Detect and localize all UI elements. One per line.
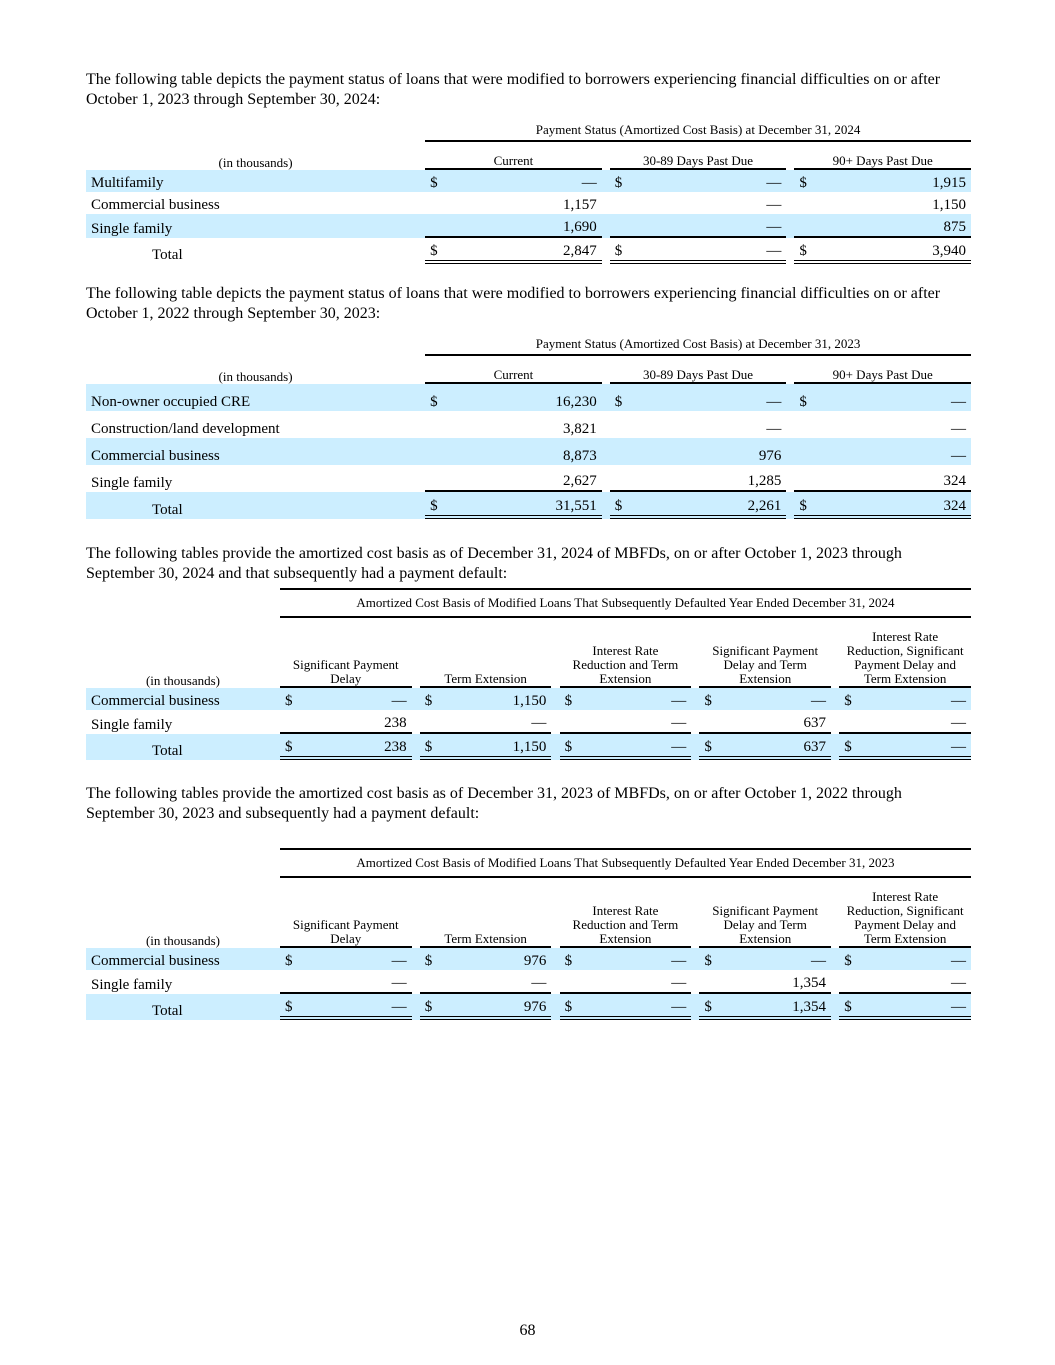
column-gap	[412, 948, 420, 970]
column-gap	[412, 618, 420, 688]
cell-value: —	[297, 688, 411, 710]
dollar-sign: $	[280, 734, 297, 760]
cell-value: —	[857, 948, 971, 970]
column-gap	[691, 710, 699, 734]
table-row	[86, 238, 971, 264]
unit-label: (in thousands)	[145, 933, 220, 948]
dollar-sign	[560, 970, 577, 994]
payment-status-table-2023	[86, 334, 971, 519]
table-row	[86, 465, 971, 492]
row-label: Construction/land development	[91, 421, 280, 437]
dollar-sign: $	[280, 994, 297, 1020]
column-gap	[786, 492, 794, 519]
cell-value: 1,915	[811, 170, 971, 192]
row-label: Total	[86, 734, 280, 760]
dollar-sign	[699, 710, 716, 734]
dollar-sign	[794, 192, 811, 214]
dollar-sign	[839, 710, 856, 734]
column-gap	[786, 214, 794, 238]
column-gap	[831, 994, 839, 1020]
dollar-sign	[794, 411, 811, 438]
table-row	[86, 734, 971, 760]
column-gap	[831, 710, 839, 734]
intro-paragraph-1: The following table depicts the payment status of loans that were modified to borrowers experiencing financial difficulties on or after October 1, 2023 through September 30, 2024:	[86, 71, 941, 108]
dollar-sign	[425, 214, 442, 238]
row-label: Commercial business	[86, 438, 425, 465]
column-gap	[691, 970, 699, 994]
dollar-sign: $	[699, 688, 716, 710]
span-header: Amortized Cost Basis of Modified Loans That Subsequently Defaulted Year Ended December 31, 2024	[280, 588, 971, 618]
dollar-sign	[794, 214, 811, 238]
dollar-sign	[560, 710, 577, 734]
dollar-sign: $	[420, 948, 437, 970]
unit-label: (in thousands)	[218, 155, 293, 170]
dollar-sign: $	[699, 948, 716, 970]
cell-value: 1,285	[627, 465, 787, 492]
dollar-sign: $	[839, 994, 856, 1020]
column-gap	[551, 618, 559, 688]
column-gap	[551, 734, 559, 760]
dollar-sign	[610, 192, 627, 214]
dollar-sign	[280, 970, 297, 994]
page-number: 68	[519, 1322, 536, 1339]
column-gap	[786, 438, 794, 465]
table-row	[86, 438, 971, 465]
dollar-sign: $	[560, 948, 577, 970]
cell-value: 2,627	[442, 465, 602, 492]
table-row	[86, 411, 971, 438]
defaulted-loans-table-2023	[86, 848, 971, 1020]
column-gap	[786, 238, 794, 264]
cell-value: 31,551	[442, 492, 602, 519]
cell-value: —	[951, 421, 966, 437]
cell-value: —	[766, 197, 782, 213]
row-label: Single family	[91, 717, 173, 733]
cell-value: —	[627, 238, 787, 264]
dollar-sign: $	[280, 948, 297, 970]
dollar-sign: $	[560, 734, 577, 760]
row-label: Non-owner occupied CRE	[86, 384, 425, 411]
cell-value: —	[437, 710, 551, 734]
unit-label: (in thousands)	[145, 673, 220, 688]
column-gap	[786, 192, 794, 214]
column-gap	[786, 384, 794, 411]
column-gap	[691, 688, 699, 710]
cell-value: —	[857, 734, 971, 760]
table-row	[86, 214, 971, 238]
column-header: 30-89 Days Past Due	[610, 142, 787, 170]
dollar-sign: $	[610, 384, 627, 411]
table-row	[86, 492, 971, 519]
unit-label: (in thousands)	[218, 369, 293, 384]
blank-cell	[86, 848, 280, 878]
column-header: Term Extension	[420, 878, 552, 948]
cell-value: 976	[437, 948, 551, 970]
span-header: Amortized Cost Basis of Modified Loans That Subsequently Defaulted Year Ended December 31, 2023	[280, 848, 971, 878]
dollar-sign: $	[425, 170, 442, 192]
cell-value: 637	[717, 710, 831, 734]
table-row	[86, 948, 971, 970]
column-gap	[602, 192, 610, 214]
cell-value: 1,150	[437, 688, 551, 710]
cell-value: —	[297, 994, 411, 1020]
dollar-sign	[425, 192, 442, 214]
dollar-sign	[839, 970, 856, 994]
dollar-sign	[610, 214, 627, 238]
table-row	[86, 170, 971, 192]
row-label: Single family	[91, 977, 173, 993]
blank-cell	[86, 588, 280, 618]
dollar-sign: $	[420, 994, 437, 1020]
dollar-sign	[425, 411, 442, 438]
row-label: Multifamily	[86, 170, 425, 192]
column-gap	[551, 948, 559, 970]
cell-value: 16,230	[442, 384, 602, 411]
dollar-sign	[610, 465, 627, 492]
dollar-sign: $	[794, 384, 811, 411]
dollar-sign	[610, 438, 627, 465]
column-gap	[551, 878, 559, 948]
cell-value: 8,873	[442, 438, 602, 465]
blank-cell	[86, 120, 425, 142]
cell-value: 976	[437, 994, 551, 1020]
cell-value: 2,847	[442, 238, 602, 264]
dollar-sign: $	[420, 734, 437, 760]
column-gap	[602, 142, 610, 170]
dollar-sign: $	[699, 734, 716, 760]
table-row	[86, 710, 971, 734]
dollar-sign: $	[425, 238, 442, 264]
column-gap	[786, 170, 794, 192]
row-label: Commercial business	[91, 197, 220, 213]
table-row	[86, 384, 971, 411]
cell-value: 324	[811, 465, 971, 492]
column-gap	[602, 411, 610, 438]
dollar-sign	[794, 438, 811, 465]
column-gap	[831, 970, 839, 994]
column-gap	[691, 618, 699, 688]
column-header: 90+ Days Past Due	[794, 142, 971, 170]
intro-paragraph-4: The following tables provide the amortized cost basis as of December 31, 2023 of MBFDs, on or after October 1, 2022 through September 30, 2023 and subsequently had a payment default:	[86, 785, 902, 822]
table-row	[86, 192, 971, 214]
payment-status-table-2024	[86, 120, 971, 264]
column-header: Interest Rate Reduction and Term Extension	[560, 878, 692, 948]
blank-cell	[86, 334, 425, 356]
dollar-sign: $	[794, 170, 811, 192]
cell-value: —	[627, 214, 787, 238]
column-header: Interest Rate Reduction, Significant Payment Delay and Term Extension	[839, 878, 971, 948]
column-gap	[786, 465, 794, 492]
column-gap	[412, 734, 420, 760]
row-label: Total	[152, 247, 183, 263]
column-header: 90+ Days Past Due	[794, 356, 971, 384]
dollar-sign	[610, 411, 627, 438]
cell-value: —	[577, 734, 691, 760]
dollar-sign: $	[794, 238, 811, 264]
dollar-sign	[420, 970, 437, 994]
cell-value: —	[766, 421, 782, 437]
column-header: Significant Payment Delay and Term Extension	[699, 618, 831, 688]
cell-value: 238	[297, 710, 411, 734]
dollar-sign: $	[280, 688, 297, 710]
column-header: Significant Payment Delay	[280, 618, 412, 688]
cell-value: —	[857, 710, 971, 734]
column-header: Interest Rate Reduction, Significant Payment Delay and Term Extension	[839, 618, 971, 688]
intro-paragraph-2: The following table depicts the payment status of loans that were modified to borrowers experiencing financial difficulties on or after October 1, 2022 through September 30, 2023:	[86, 285, 941, 322]
cell-value: 1,690	[442, 214, 602, 238]
dollar-sign: $	[610, 238, 627, 264]
column-gap	[602, 465, 610, 492]
column-gap	[602, 384, 610, 411]
row-label: Total	[86, 492, 425, 519]
cell-value: —	[811, 384, 971, 411]
column-gap	[786, 142, 794, 170]
column-gap	[786, 356, 794, 384]
cell-value: 3,821	[562, 421, 597, 437]
cell-value: —	[297, 970, 411, 994]
cell-value: —	[437, 970, 551, 994]
cell-value: —	[577, 994, 691, 1020]
cell-value: —	[627, 384, 787, 411]
dollar-sign: $	[839, 948, 856, 970]
column-header: Current	[425, 142, 602, 170]
cell-value: 324	[811, 492, 971, 519]
column-gap	[602, 438, 610, 465]
cell-value: 238	[297, 734, 411, 760]
table-row	[86, 688, 971, 710]
column-gap	[831, 618, 839, 688]
cell-value: —	[717, 948, 831, 970]
cell-value: 3,940	[811, 238, 971, 264]
column-gap	[691, 994, 699, 1020]
cell-value: —	[811, 438, 971, 465]
row-label: Single family	[86, 214, 425, 238]
cell-value: 1,150	[437, 734, 551, 760]
cell-value: —	[717, 688, 831, 710]
dollar-sign: $	[794, 492, 811, 519]
row-label: Commercial business	[86, 948, 280, 970]
cell-value: —	[577, 970, 691, 994]
dollar-sign: $	[420, 688, 437, 710]
column-gap	[551, 688, 559, 710]
column-gap	[412, 970, 420, 994]
column-gap	[691, 878, 699, 948]
cell-value: 1,150	[932, 197, 966, 213]
column-gap	[412, 688, 420, 710]
cell-value: —	[857, 970, 971, 994]
cell-value: —	[442, 170, 602, 192]
defaulted-loans-table-2024	[86, 588, 971, 760]
column-gap	[551, 970, 559, 994]
cell-value: —	[627, 170, 787, 192]
column-header: Term Extension	[420, 618, 552, 688]
table-row	[86, 994, 971, 1020]
row-label: Total	[86, 994, 280, 1020]
column-header: Current	[425, 356, 602, 384]
cell-value: 637	[717, 734, 831, 760]
column-gap	[551, 994, 559, 1020]
table-row	[86, 970, 971, 994]
column-gap	[412, 994, 420, 1020]
dollar-sign: $	[560, 994, 577, 1020]
column-gap	[602, 214, 610, 238]
dollar-sign: $	[425, 492, 442, 519]
dollar-sign	[420, 710, 437, 734]
cell-value: —	[857, 688, 971, 710]
column-gap	[412, 878, 420, 948]
dollar-sign: $	[610, 492, 627, 519]
column-gap	[831, 688, 839, 710]
column-gap	[691, 734, 699, 760]
column-gap	[831, 734, 839, 760]
column-gap	[831, 878, 839, 948]
cell-value: 1,354	[717, 994, 831, 1020]
column-gap	[602, 492, 610, 519]
dollar-sign	[425, 438, 442, 465]
column-gap	[412, 710, 420, 734]
column-gap	[831, 948, 839, 970]
cell-value: 976	[627, 438, 787, 465]
column-gap	[602, 238, 610, 264]
dollar-sign	[794, 465, 811, 492]
column-header: 30-89 Days Past Due	[610, 356, 787, 384]
dollar-sign: $	[839, 688, 856, 710]
dollar-sign: $	[699, 994, 716, 1020]
column-header: Interest Rate Reduction and Term Extension	[560, 618, 692, 688]
column-gap	[691, 948, 699, 970]
cell-value: —	[577, 710, 691, 734]
cell-value: 875	[811, 214, 971, 238]
column-gap	[602, 356, 610, 384]
column-header: Significant Payment Delay	[280, 878, 412, 948]
cell-value: —	[297, 948, 411, 970]
column-gap	[786, 411, 794, 438]
column-gap	[602, 170, 610, 192]
cell-value: —	[577, 948, 691, 970]
column-gap	[551, 710, 559, 734]
row-label: Commercial business	[86, 688, 280, 710]
column-header: Significant Payment Delay and Term Extension	[699, 878, 831, 948]
dollar-sign: $	[425, 384, 442, 411]
span-header: Payment Status (Amortized Cost Basis) at December 31, 2023	[425, 334, 971, 356]
dollar-sign: $	[560, 688, 577, 710]
intro-paragraph-3: The following tables provide the amortized cost basis as of December 31, 2024 of MBFDs, on or after October 1, 2023 through September 30, 2024 and that subsequently had a payment default:	[86, 545, 902, 582]
cell-value: 1,354	[717, 970, 831, 994]
dollar-sign	[280, 710, 297, 734]
cell-value: 1,157	[562, 197, 597, 213]
cell-value: —	[857, 994, 971, 1020]
cell-value: —	[577, 688, 691, 710]
dollar-sign	[425, 465, 442, 492]
dollar-sign: $	[839, 734, 856, 760]
dollar-sign	[699, 970, 716, 994]
span-header: Payment Status (Amortized Cost Basis) at December 31, 2024	[425, 120, 971, 142]
dollar-sign: $	[610, 170, 627, 192]
row-label: Single family	[91, 475, 173, 491]
cell-value: 2,261	[627, 492, 787, 519]
